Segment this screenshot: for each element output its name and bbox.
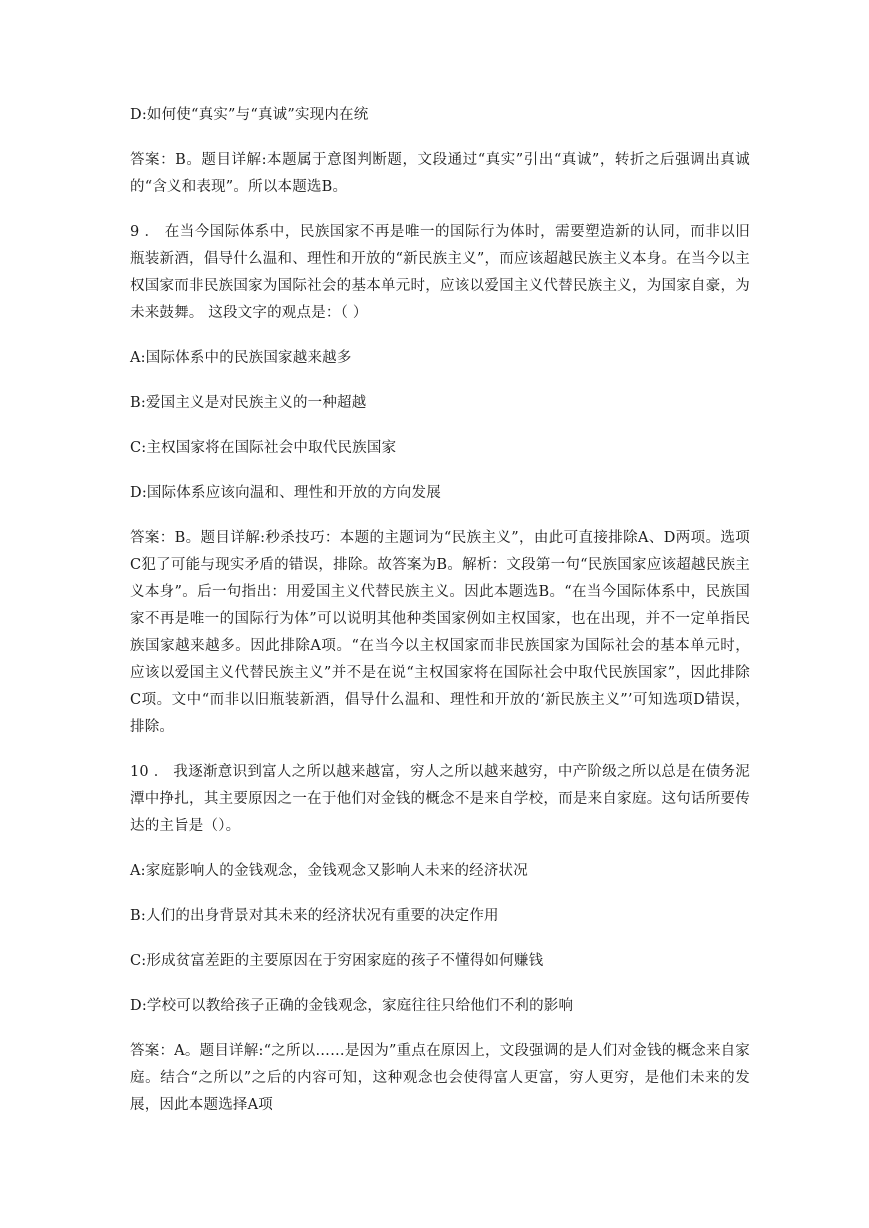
q10-stem: 10 ． 我逐渐意识到富人之所以越来越富，穷人之所以越来越穷，中产阶级之所以总是在债务泥潭中挣扎，其主要原因之一在于他们对金钱的概念不是来自学校，而是来自家庭。这句话所要传达的主旨是（）。: [130, 764, 750, 834]
document-page: [130, 102, 750, 1119]
q8-option-d: D:如何使“真实”与“真诚”实现内在统: [130, 107, 369, 123]
q9-option-d: D:国际体系应该向温和、理性和开放的方向发展: [130, 485, 441, 501]
q10-answer: 答案：A。题目详解:“之所以……是因为”重点在原因上，文段强调的是人们对金钱的概念来自家庭。结合“之所以”之后的内容可知，这种观念也会使得富人更富，穷人更穷，是他们未来的发展，因此本题选择A项: [130, 1043, 750, 1113]
q9-option-b: B:爱国主义是对民族主义的一种超越: [130, 395, 367, 411]
q9-answer: 答案：B。题目详解:秒杀技巧：本题的主题词为“民族主义”，由此可直接排除A、D两项。选项C犯了可能与现实矛盾的错误，排除。故答案为B。解析：文段第一句“民族国家应该超越民族主义本身”。后一句指出：用爱国主义代替民族主义。因此本题选B。“在当今国际体系中，民族国家不再是唯一的国际行为体”可以说明其他种类国家例如主权国家，也在出现，并不一定单指民族国家越来越多。因此排除A项。“在当今以主权国家而非民族国家为国际社会的基本单元时，应该以爱国主义代替民族主义”并不是在说“主权国家将在国际社会中取代民族国家”，因此排除C项。文中“而非以旧瓶装新酒，倡导什么温和、理性和开放的‘新民族主义”’可知选项D错误，排除。: [130, 530, 750, 735]
q10-option-a: A:家庭影响人的金钱观念，金钱观念又影响人未来的经济状况: [130, 863, 528, 879]
q9-option-c: C:主权国家将在国际社会中取代民族国家: [130, 440, 397, 456]
q8-answer: 答案：B。题目详解:本题属于意图判断题，文段通过“真实”引出“真诚”，转折之后强调出真诚的“含义和表现”。所以本题选B。: [130, 152, 750, 195]
q9-stem: 9 ． 在当今国际体系中，民族国家不再是唯一的国际行为体时，需要塑造新的认同，而非以旧瓶装新酒，倡导什么温和、理性和开放的“新民族主义”，而应该超越民族主义本身。在当今以主权国家而非民族国家为国际社会的基本单元时，应该以爱国主义代替民族主义，为国家自豪，为未来鼓舞。 这段文字的观点是：（ ）: [130, 224, 750, 321]
q10-option-d: D:学校可以教给孩子正确的金钱观念，家庭往往只给他们不利的影响: [130, 998, 574, 1014]
q10-option-c: C:形成贫富差距的主要原因在于穷困家庭的孩子不懂得如何赚钱: [130, 953, 544, 969]
q9-option-a: A:国际体系中的民族国家越来越多: [130, 350, 352, 366]
q10-option-b: B:人们的出身背景对其未来的经济状况有重要的决定作用: [130, 908, 499, 924]
